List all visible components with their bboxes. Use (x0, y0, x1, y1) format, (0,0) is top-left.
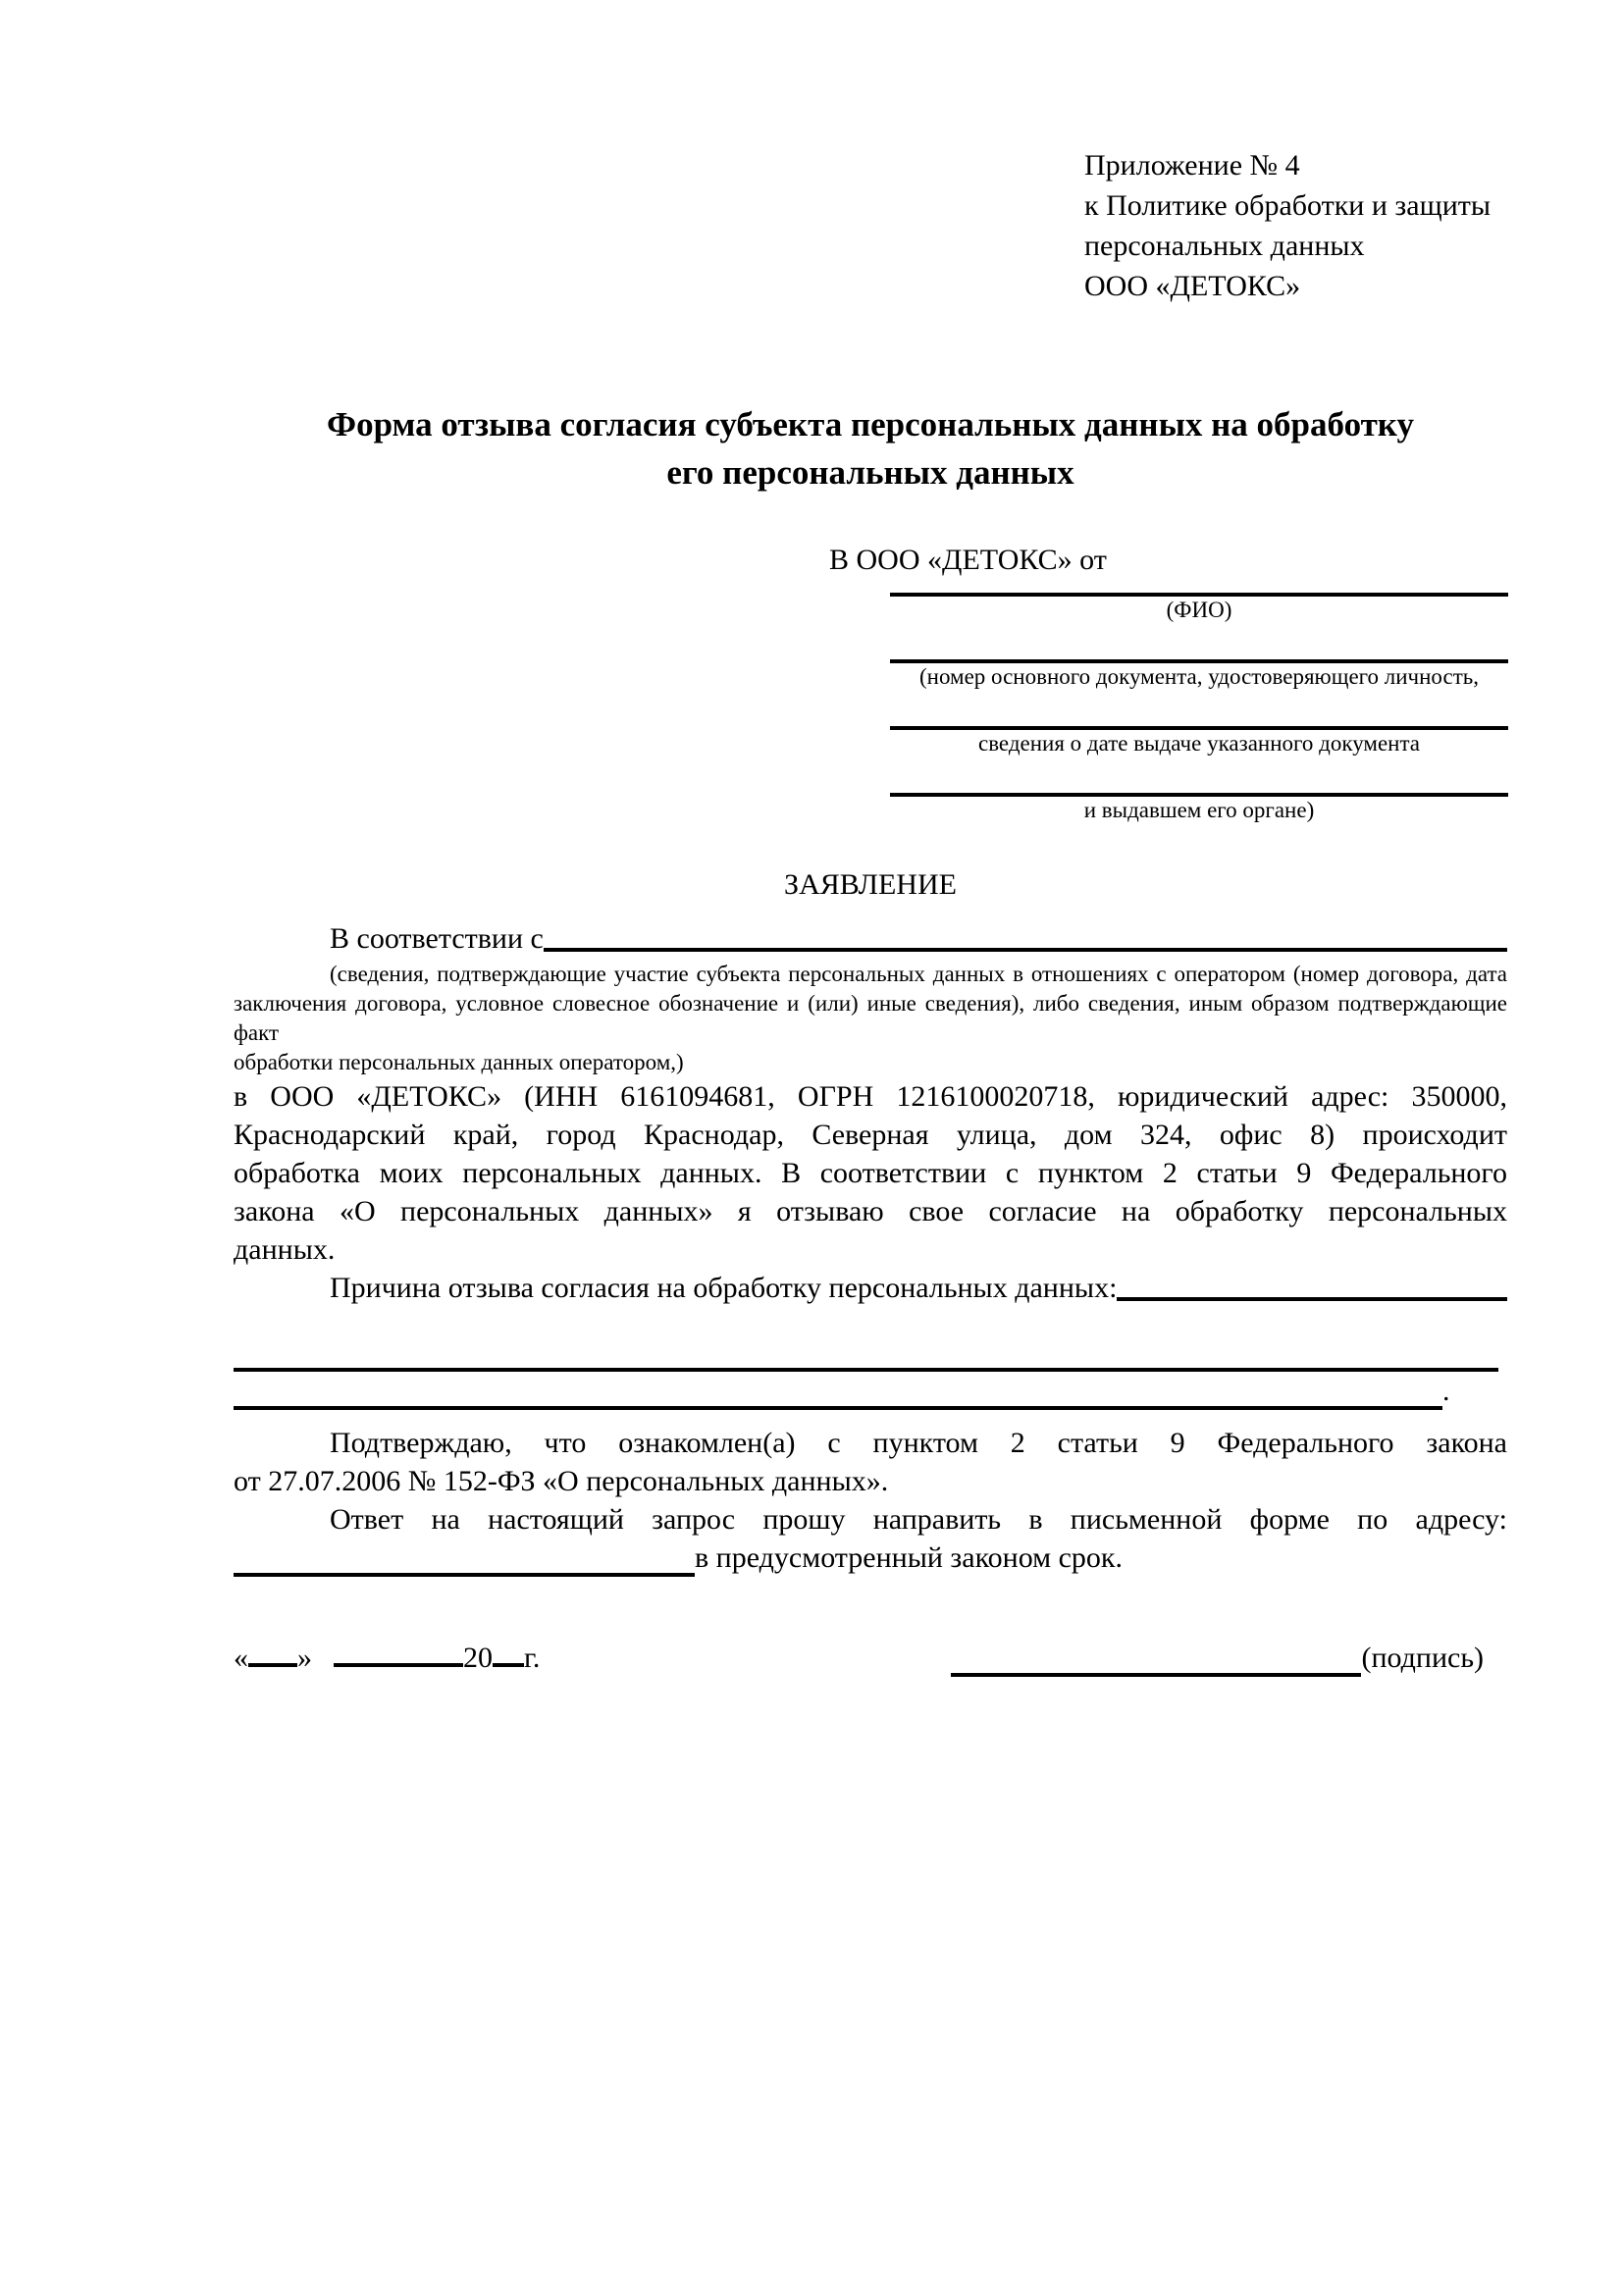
signature-caption: (подпись) (1361, 1642, 1484, 1674)
footnote-line-2: заключения договора, условное словесное обозначение и (или) иные сведения), либо сведения, иным образом подтверждающие факт (234, 991, 1507, 1045)
statement-heading: ЗАЯВЛЕНИЕ (784, 868, 957, 901)
appendix-header-block (1084, 145, 1535, 306)
footnote-line-3: обработки персональных данных оператором,) (234, 1050, 684, 1074)
reply-line-2 (234, 1539, 1507, 1577)
reply-line-1: Ответ на настоящий запрос прошу направить в письменной форме по адресу: (330, 1503, 1507, 1536)
issuing-authority-blank-line (890, 757, 1508, 797)
date-year-suffix: г. (524, 1642, 541, 1674)
reason-blank-line-3 (234, 1374, 1442, 1410)
reason-blank-line-2 (234, 1307, 1498, 1372)
date-close-quote: » (297, 1642, 312, 1674)
issuing-authority-caption: и выдавшем его органе) (1083, 798, 1315, 822)
main-paragraph-line-2: Краснодарский край, город Краснодар, Северная улица, дом 324, офис 8) происходит (234, 1119, 1507, 1151)
reason-blank-row-3 (234, 1372, 1507, 1410)
date-group (234, 1638, 540, 1677)
issue-date-blank-row (890, 690, 1508, 757)
appendix-line-number: Приложение № 4 (1084, 149, 1300, 182)
reply-line-2-suffix: в предусмотренный законом срок. (695, 1541, 1123, 1574)
addressee-to-line: В ООО «ДЕТОКС» от (829, 544, 1107, 576)
document-number-blank-line (890, 623, 1508, 663)
document-number-caption: (номер основного документа, удостоверяющего личность, (918, 664, 1479, 689)
date-month-blank-line (334, 1638, 463, 1667)
main-paragraph (234, 1077, 1507, 1269)
reason-line (234, 1269, 1507, 1307)
main-paragraph-line-5: данных. (234, 1233, 336, 1266)
reply-address-blank-line (234, 1543, 695, 1577)
main-paragraph-line-3: обработка моих персональных данных. В соответствии с пунктом 2 статьи 9 Федерального (234, 1157, 1507, 1189)
signature-blank-line (951, 1647, 1361, 1677)
main-paragraph-line-1: в ООО «ДЕТОКС» (ИНН 6161094681, ОГРН 1216100020718, юридический адрес: 350000, (234, 1080, 1507, 1113)
date-signature-row (234, 1638, 1484, 1677)
reason-prefix: Причина отзыва согласия на обработку персональных данных: (330, 1272, 1118, 1304)
appendix-line-policy: к Политике обработки и защиты (1084, 189, 1492, 222)
confirm-line-2: от 27.07.2006 № 152-ФЗ «О персональных данных». (234, 1465, 889, 1497)
footnote-paragraph (234, 960, 1507, 1077)
reply-paragraph (234, 1500, 1507, 1539)
footnote-line-1: (сведения, подтверждающие участие субъекта персональных данных в отношениях с оператором (номер договора, дата (330, 962, 1507, 986)
confirm-line-1: Подтверждаю, что ознакомлен(а) с пунктом 2 статьи 9 Федерального закона (330, 1427, 1507, 1459)
confirm-paragraph (234, 1424, 1507, 1500)
issue-date-caption: сведения о дате выдаче указанного документа (977, 731, 1421, 756)
date-year-prefix: 20 (463, 1642, 493, 1674)
fio-blank-row (890, 579, 1508, 623)
date-open-quote: « (234, 1642, 248, 1674)
accordance-line (234, 919, 1507, 958)
document-title (234, 400, 1507, 496)
document-title-line-2: его персональных данных (666, 453, 1074, 492)
appendix-line-personal-data: персональных данных (1084, 230, 1365, 262)
accordance-blank-line (544, 919, 1507, 952)
date-day-blank-line (248, 1638, 297, 1667)
document-title-line-1: Форма отзыва согласия субъекта персональных данных на обработку (327, 405, 1414, 444)
accordance-prefix: В соответствии с (330, 922, 544, 955)
appendix-line-company: ООО «ДЕТОКС» (1084, 270, 1301, 302)
reason-blank-line (1117, 1269, 1507, 1301)
reason-blank-period: . (1442, 1375, 1450, 1407)
fio-blank-line (890, 579, 1508, 597)
issue-date-blank-line (890, 690, 1508, 730)
document-number-blank-row (890, 623, 1508, 690)
issuing-authority-blank-row (890, 757, 1508, 823)
date-year-blank-line (493, 1638, 524, 1667)
main-paragraph-line-4: закона «О персональных данных» я отзываю свое согласие на обработку персональных (234, 1195, 1507, 1227)
fio-caption: (ФИО) (1166, 598, 1232, 622)
signature-group (951, 1640, 1484, 1677)
